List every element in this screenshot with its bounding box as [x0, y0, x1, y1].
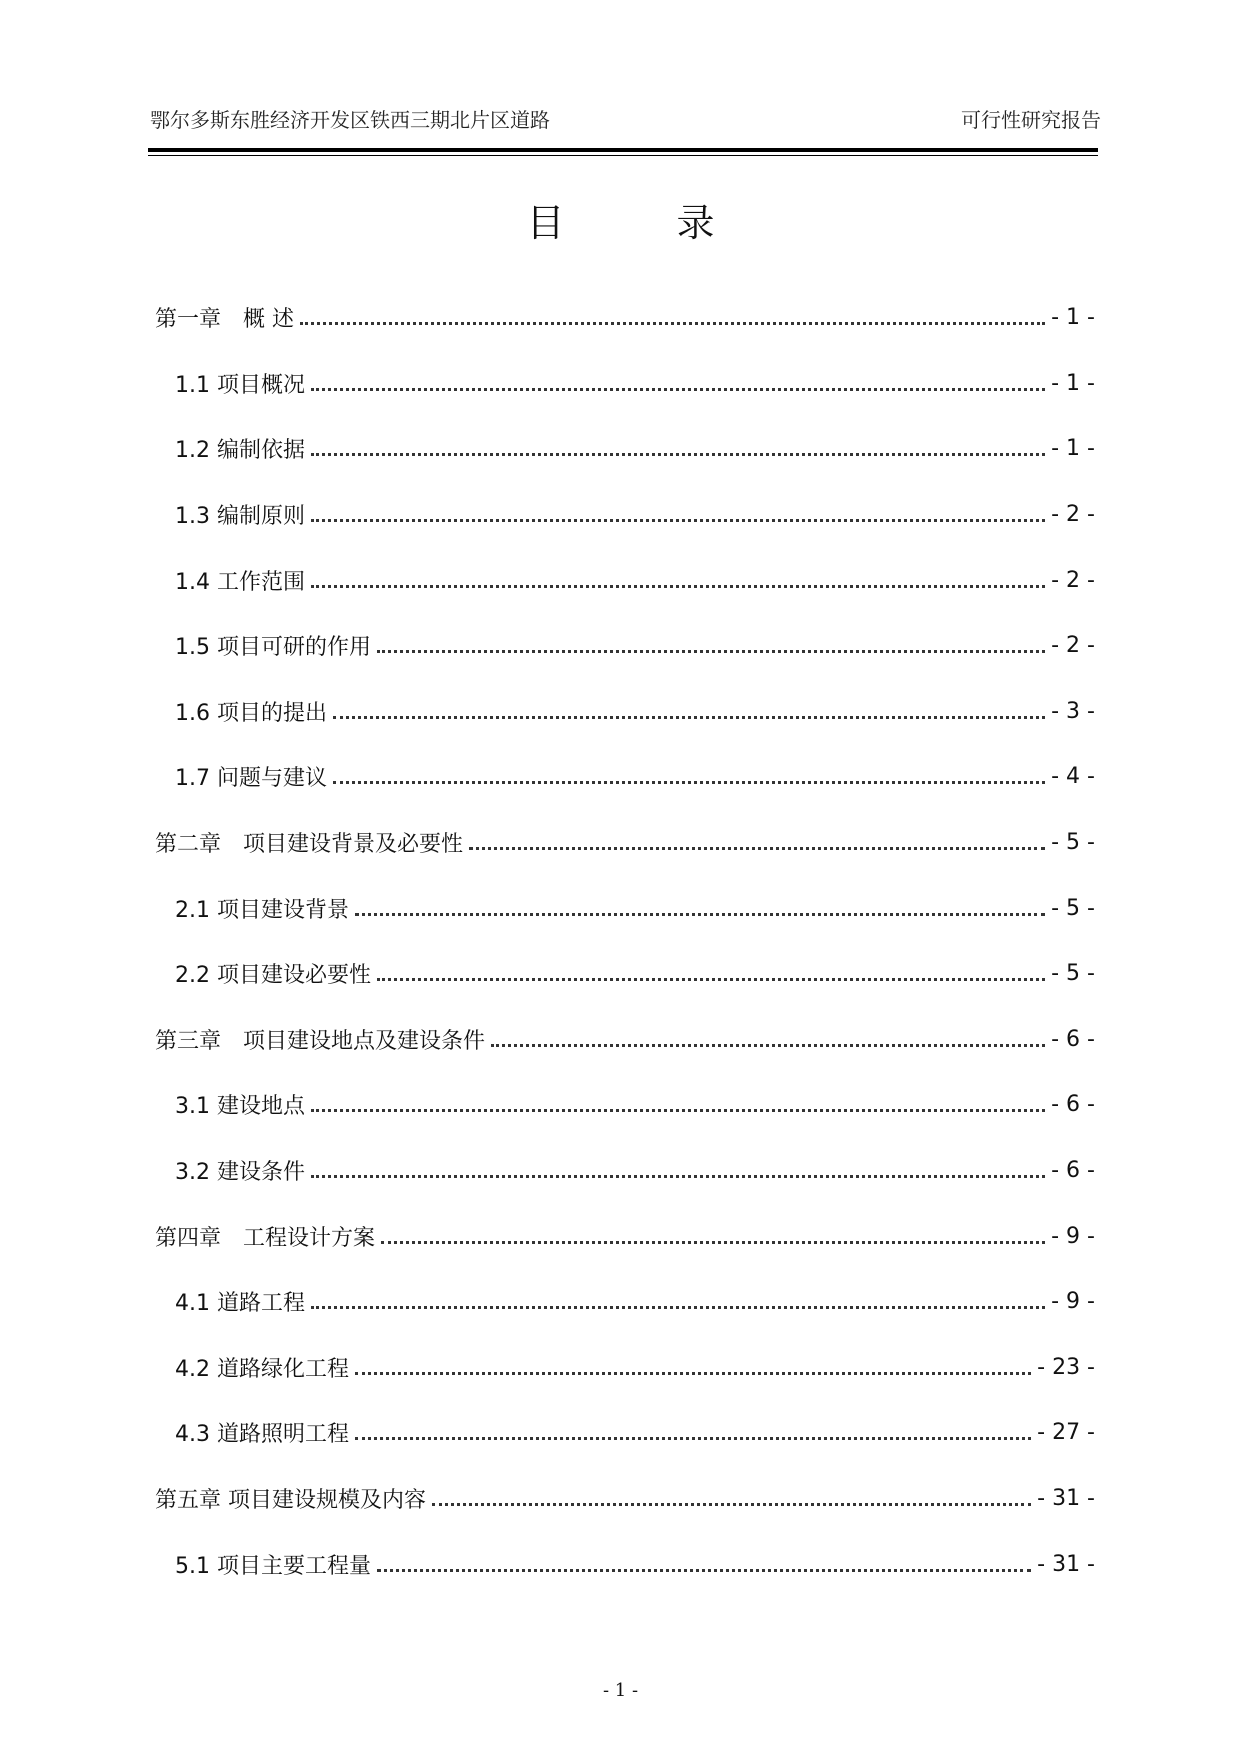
toc-entry-label: 4.1 道路工程	[175, 1291, 305, 1317]
toc-dot-leader	[355, 1437, 1031, 1440]
toc-entry-page: - 2 -	[1051, 567, 1095, 593]
toc-entry-label: 第二章 项目建设背景及必要性	[155, 832, 464, 858]
toc-dot-leader	[311, 1109, 1045, 1112]
toc-dot-leader	[311, 453, 1045, 456]
toc-entry[interactable]	[155, 1466, 1095, 1532]
toc-entry[interactable]	[155, 941, 1095, 1007]
toc-dot-leader	[300, 322, 1045, 325]
toc-entry[interactable]	[155, 1203, 1095, 1269]
toc-entry-page: - 5 -	[1051, 961, 1095, 987]
toc-dot-leader	[491, 1044, 1045, 1047]
toc-entry-page: - 31 -	[1037, 1485, 1095, 1511]
toc-entry[interactable]	[155, 810, 1095, 876]
toc-entry[interactable]	[155, 744, 1095, 810]
toc-entry-page: - 1 -	[1051, 436, 1095, 462]
toc-entry[interactable]	[155, 613, 1095, 679]
toc-dot-leader	[333, 716, 1045, 719]
toc-entry-label: 第四章 工程设计方案	[155, 1225, 376, 1251]
toc-entry-page: - 2 -	[1051, 633, 1095, 659]
table-of-contents	[155, 285, 1095, 1597]
toc-entry-label: 1.6 项目的提出	[175, 700, 327, 726]
toc-entry-page: - 3 -	[1051, 698, 1095, 724]
toc-entry-label: 5.1 项目主要工程量	[175, 1553, 371, 1579]
toc-entry[interactable]	[155, 875, 1095, 941]
toc-entry[interactable]	[155, 1072, 1095, 1138]
toc-entry-page: - 1 -	[1051, 305, 1095, 331]
toc-entry-label: 1.5 项目可研的作用	[175, 635, 371, 661]
toc-entry[interactable]	[155, 1269, 1095, 1335]
toc-entry[interactable]	[155, 1138, 1095, 1204]
toc-entry-label: 2.1 项目建设背景	[175, 897, 349, 923]
toc-dot-leader	[381, 1241, 1045, 1244]
toc-entry-label: 2.2 项目建设必要性	[175, 963, 371, 989]
header-rule-thin	[148, 155, 1098, 156]
toc-entry[interactable]	[155, 1007, 1095, 1073]
toc-dot-leader	[311, 585, 1045, 588]
toc-dot-leader	[311, 1306, 1045, 1309]
toc-entry-page: - 1 -	[1051, 370, 1095, 396]
toc-entry[interactable]	[155, 482, 1095, 548]
toc-entry-page: - 9 -	[1051, 1289, 1095, 1315]
toc-entry[interactable]	[155, 679, 1095, 745]
toc-entry-page: - 27 -	[1037, 1420, 1095, 1446]
toc-entry-label: 1.4 工作范围	[175, 569, 305, 595]
toc-entry[interactable]	[155, 1400, 1095, 1466]
toc-entry[interactable]	[155, 351, 1095, 417]
toc-entry-page: - 6 -	[1051, 1158, 1095, 1184]
toc-dot-leader	[355, 1372, 1031, 1375]
toc-entry-label: 1.3 编制原则	[175, 504, 305, 530]
toc-entry-label: 3.1 建设地点	[175, 1094, 305, 1120]
toc-entry-page: - 6 -	[1051, 1092, 1095, 1118]
toc-dot-leader	[311, 388, 1045, 391]
toc-entry[interactable]	[155, 416, 1095, 482]
toc-entry-page: - 4 -	[1051, 764, 1095, 790]
toc-entry-label: 1.7 问题与建议	[175, 766, 327, 792]
toc-entry-page: - 9 -	[1051, 1223, 1095, 1249]
toc-entry-label: 4.3 道路照明工程	[175, 1422, 349, 1448]
toc-entry-page: - 5 -	[1051, 830, 1095, 856]
page-number: - 1 -	[602, 1680, 639, 1701]
header-rule-thick	[148, 148, 1098, 152]
toc-entry-label: 第三章 项目建设地点及建设条件	[155, 1028, 486, 1054]
toc-entry-page: - 5 -	[1051, 895, 1095, 921]
toc-dot-leader	[333, 781, 1045, 784]
toc-entry[interactable]	[155, 547, 1095, 613]
toc-entry[interactable]	[155, 1531, 1095, 1597]
toc-dot-leader	[432, 1503, 1031, 1506]
toc-entry-label: 4.2 道路绿化工程	[175, 1356, 349, 1382]
toc-entry[interactable]	[155, 285, 1095, 351]
toc-entry-label: 1.1 项目概况	[175, 372, 305, 398]
toc-title: 目 录	[526, 201, 765, 245]
toc-entry-page: - 6 -	[1051, 1026, 1095, 1052]
page-header	[150, 104, 1101, 133]
toc-dot-leader	[377, 1569, 1031, 1572]
toc-entry-page: - 23 -	[1037, 1354, 1095, 1380]
toc-entry[interactable]	[155, 1335, 1095, 1401]
toc-dot-leader	[311, 519, 1045, 522]
toc-dot-leader	[377, 978, 1045, 981]
toc-dot-leader	[311, 1175, 1045, 1178]
toc-dot-leader	[377, 650, 1045, 653]
toc-entry-label: 1.2 编制依据	[175, 438, 305, 464]
toc-dot-leader	[469, 847, 1045, 850]
header-left-title: 鄂尔多斯东胜经济开发区铁西三期北片区道路	[150, 108, 550, 132]
toc-entry-label: 第五章 项目建设规模及内容	[155, 1487, 426, 1513]
header-right-title: 可行性研究报告	[961, 108, 1101, 132]
toc-entry-page: - 2 -	[1051, 502, 1095, 528]
toc-dot-leader	[355, 913, 1045, 916]
toc-entry-page: - 31 -	[1037, 1551, 1095, 1577]
toc-entry-label: 第一章 概 述	[155, 307, 294, 333]
toc-entry-label: 3.2 建设条件	[175, 1160, 305, 1186]
